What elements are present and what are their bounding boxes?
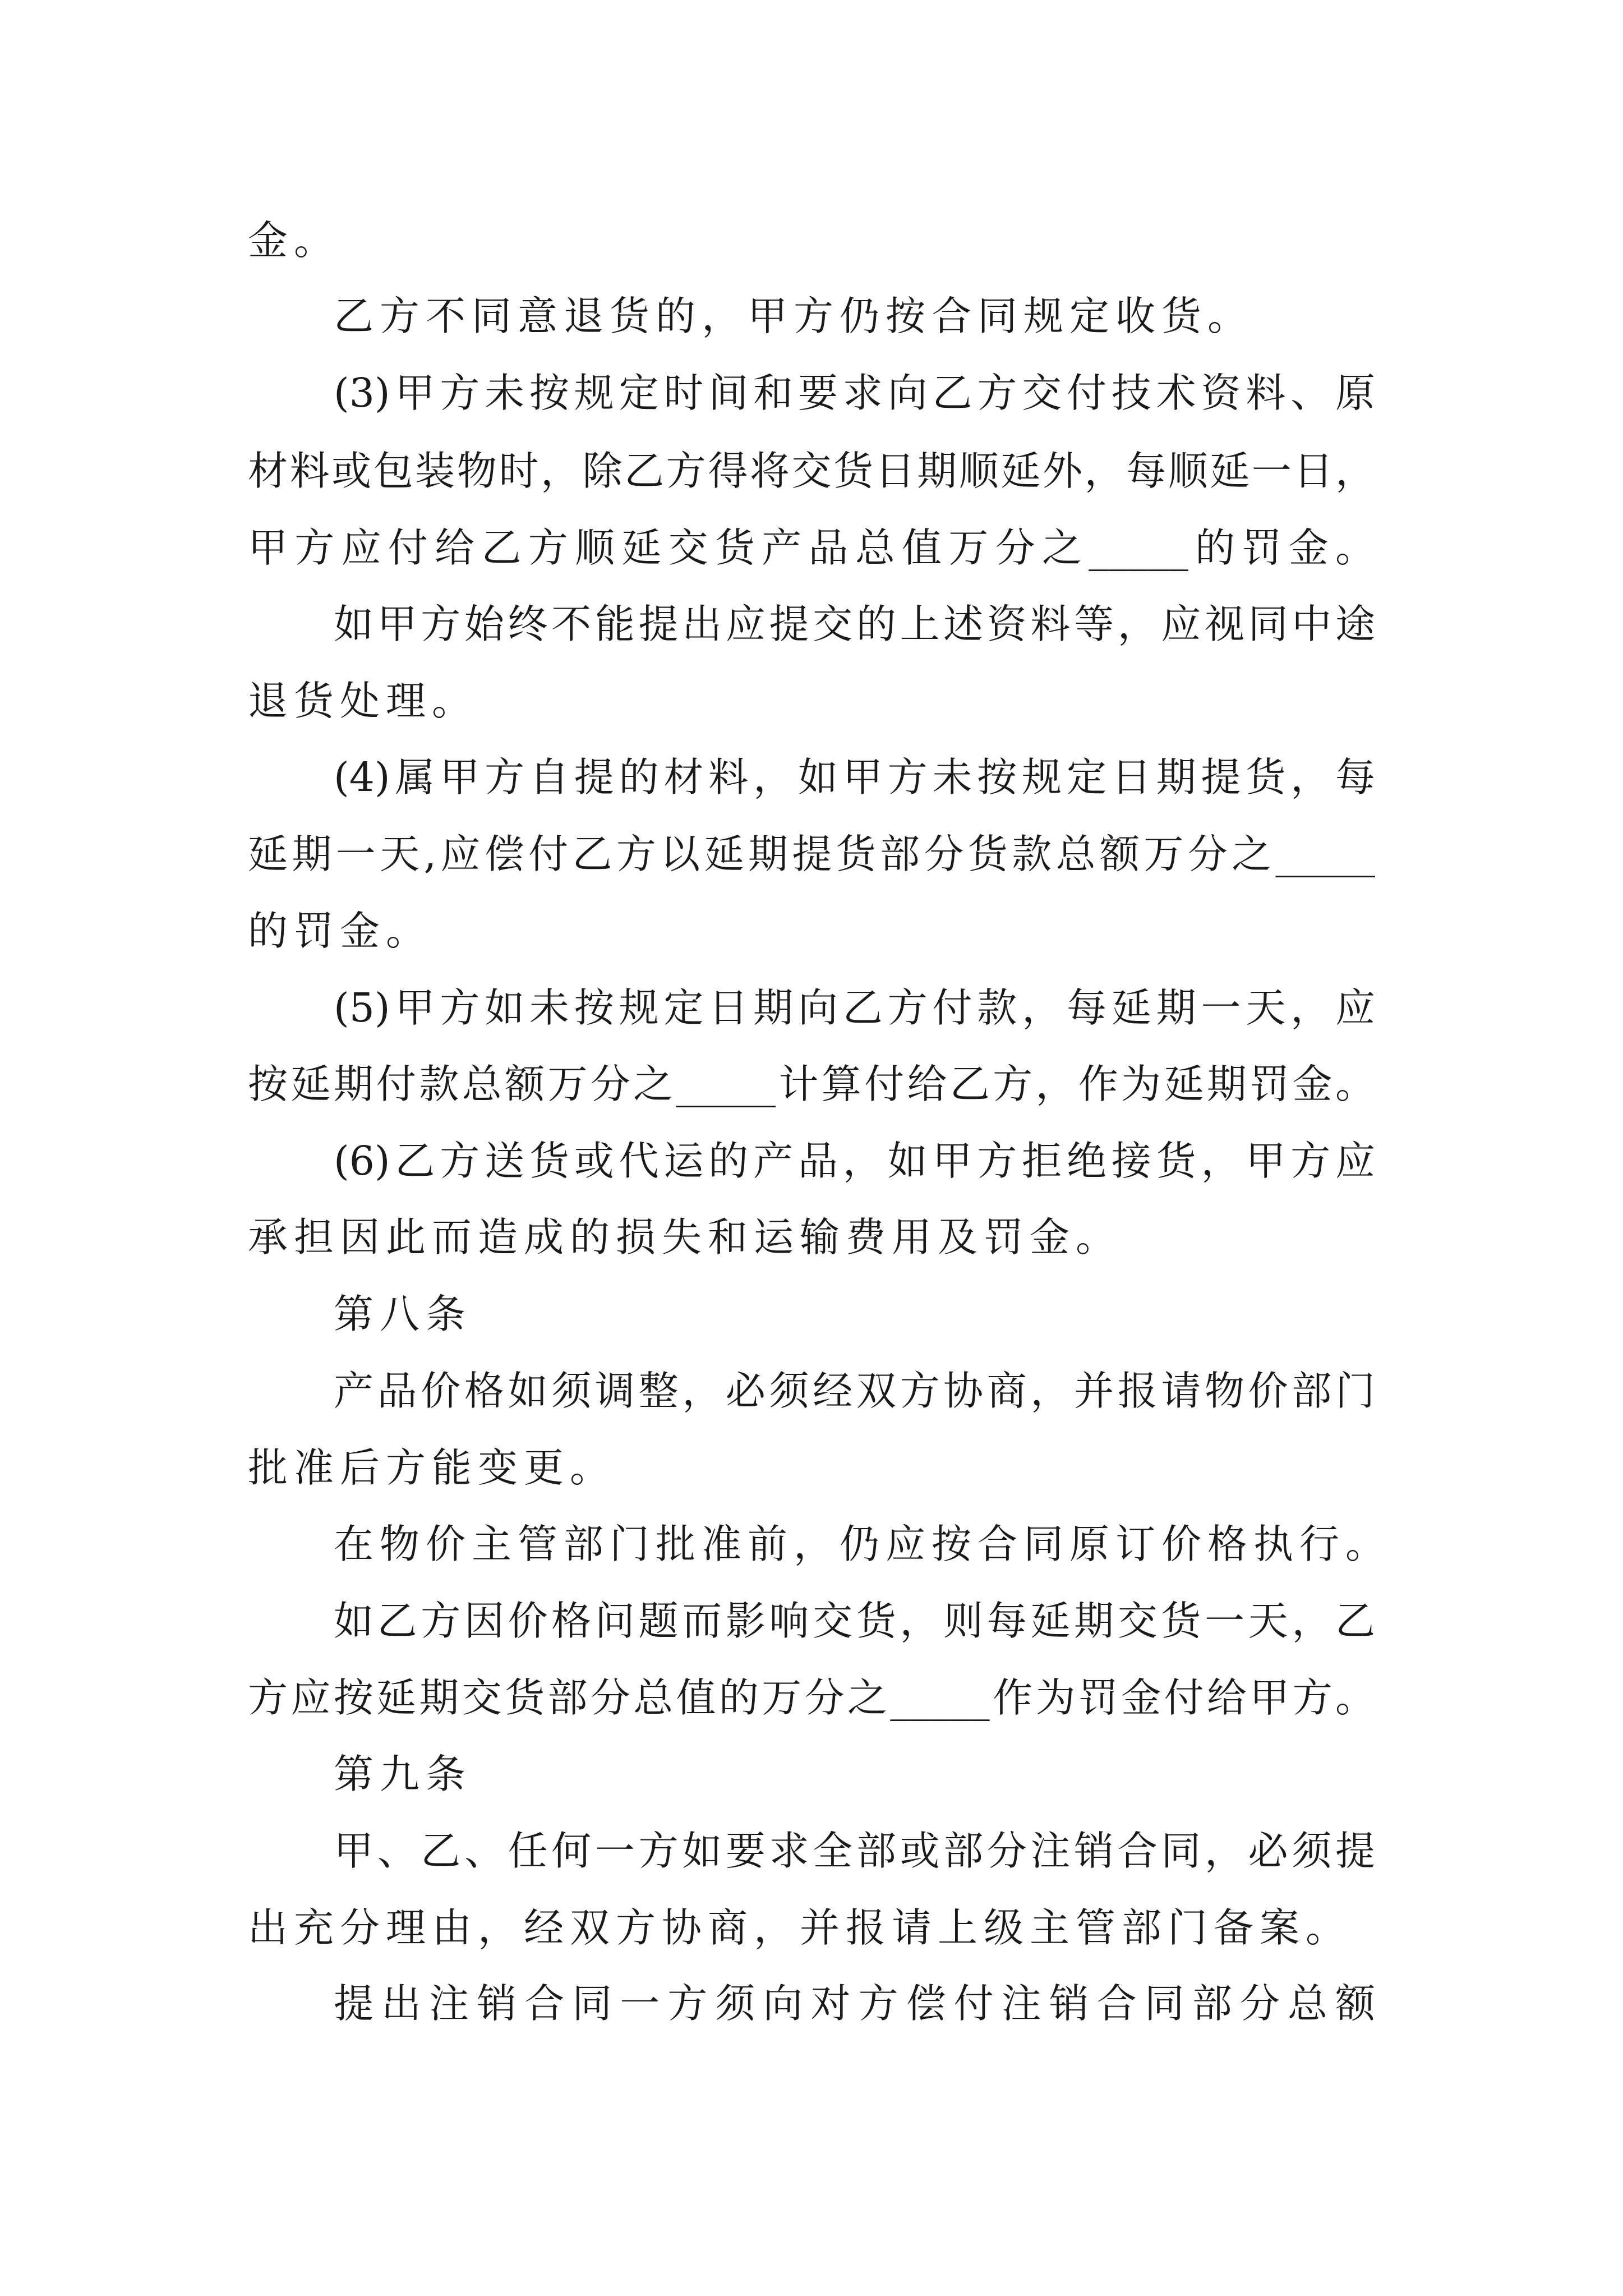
text-line: (4)属甲方自提的材料，如甲方未按规定日期提货，每 [334, 754, 1375, 800]
text-line: 承担因此而造成的损失和运输费用及罚金。 [248, 1214, 1122, 1260]
text-line: 材料或包装物时，除乙方得将交货日期顺延外，每顺延一日， [248, 448, 1375, 494]
text-line: (6)乙方送货或代运的产品，如甲方拒绝接货，甲方应 [334, 1138, 1375, 1184]
text-line: 批准后方能变更。 [248, 1444, 616, 1491]
text-line: 甲方应付给乙方顺延交货产品总值万分之_____的罚金。 [248, 524, 1375, 571]
text-line: 金。 [248, 217, 340, 264]
text-line: 方应按延期交货部分总值的万分之_____作为罚金付给甲方。 [248, 1674, 1375, 1721]
text-line: 如甲方始终不能提出应提交的上述资料等，应视同中途 [334, 601, 1375, 647]
text-line: (3)甲方未按规定时间和要求向乙方交付技术资料、原 [334, 370, 1375, 416]
text-line: 产品价格如须调整，必须经双方协商，并报请物价部门 [334, 1368, 1375, 1414]
text-line: 提出注销合同一方须向对方偿付注销合同部分总额 [334, 1980, 1375, 2027]
text-line: 乙方不同意退货的，甲方仍按合同规定收货。 [334, 293, 1254, 339]
text-line: 延期一天,应偿付乙方以延期提货部分货款总额万分之_____ [248, 831, 1375, 877]
section-heading: 第八条 [334, 1291, 472, 1337]
text-line: 出充分理由，经双方协商，并报请上级主管部门备案。 [248, 1904, 1352, 1951]
section-heading: 第九条 [334, 1751, 472, 1797]
text-line: 按延期付款总额万分之_____计算付给乙方，作为延期罚金。 [248, 1061, 1375, 1107]
text-line: 的罚金。 [248, 908, 432, 954]
text-line: (5)甲方如未按规定日期向乙方付款，每延期一天，应 [334, 984, 1375, 1031]
text-line: 如乙方因价格问题而影响交货，则每延期交货一天，乙 [334, 1598, 1375, 1644]
text-line: 退货处理。 [248, 678, 478, 724]
text-line: 在物价主管部门批准前，仍应按合同原订价格执行。 [334, 1521, 1392, 1567]
text-line: 甲、乙、任何一方如要求全部或部分注销合同，必须提 [334, 1828, 1375, 1874]
